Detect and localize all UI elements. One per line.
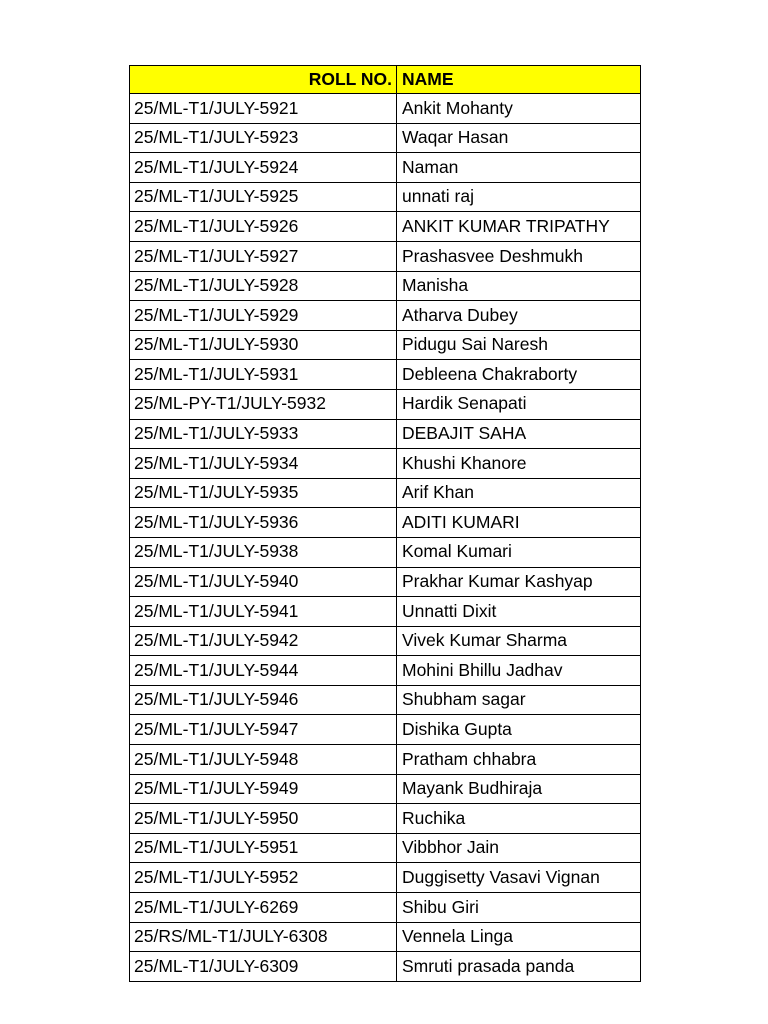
table-row (130, 863, 641, 893)
roll-number-cell: 25/ML-T1/JULY-5940 (130, 567, 397, 597)
table-row (130, 893, 641, 923)
student-name-cell: ADITI KUMARI (397, 508, 641, 538)
student-name-cell: Shubham sagar (397, 685, 641, 715)
column-header-roll-no: ROLL NO. (130, 66, 397, 94)
table-row (130, 241, 641, 271)
table-row (130, 537, 641, 567)
roll-number-cell: 25/ML-T1/JULY-5941 (130, 597, 397, 627)
header-row (130, 66, 641, 94)
table-row (130, 685, 641, 715)
student-name-cell: Pratham chhabra (397, 745, 641, 775)
table-row (130, 656, 641, 686)
student-name-cell: DEBAJIT SAHA (397, 419, 641, 449)
roll-number-cell: 25/ML-T1/JULY-5938 (130, 537, 397, 567)
roll-number-cell: 25/ML-T1/JULY-5929 (130, 301, 397, 331)
roll-number-cell: 25/ML-T1/JULY-5923 (130, 123, 397, 153)
student-name-cell: ANKIT KUMAR TRIPATHY (397, 212, 641, 242)
student-name-cell: Debleena Chakraborty (397, 360, 641, 390)
roll-number-cell: 25/ML-T1/JULY-5921 (130, 94, 397, 124)
roll-number-cell: 25/ML-T1/JULY-5927 (130, 241, 397, 271)
roll-number-cell: 25/ML-T1/JULY-5924 (130, 153, 397, 183)
table-row (130, 715, 641, 745)
table-row (130, 389, 641, 419)
student-name-cell: Vennela Linga (397, 922, 641, 952)
table-row (130, 774, 641, 804)
student-name-cell: Waqar Hasan (397, 123, 641, 153)
table-row (130, 153, 641, 183)
student-name-cell: Komal Kumari (397, 537, 641, 567)
student-name-cell: Atharva Dubey (397, 301, 641, 331)
roll-number-cell: 25/ML-T1/JULY-5946 (130, 685, 397, 715)
table-header (130, 66, 641, 94)
table-row (130, 449, 641, 479)
table-row (130, 833, 641, 863)
roll-number-cell: 25/ML-T1/JULY-6309 (130, 952, 397, 982)
student-name-cell: Duggisetty Vasavi Vignan (397, 863, 641, 893)
table-row (130, 330, 641, 360)
roll-number-cell: 25/ML-T1/JULY-5925 (130, 182, 397, 212)
roll-number-cell: 25/ML-T1/JULY-5934 (130, 449, 397, 479)
roll-number-cell: 25/ML-T1/JULY-5944 (130, 656, 397, 686)
student-name-cell: Ankit Mohanty (397, 94, 641, 124)
table-row (130, 419, 641, 449)
roll-number-cell: 25/ML-T1/JULY-5935 (130, 478, 397, 508)
student-name-cell: Smruti prasada panda (397, 952, 641, 982)
roll-number-cell: 25/ML-T1/JULY-5933 (130, 419, 397, 449)
roll-number-cell: 25/ML-T1/JULY-5936 (130, 508, 397, 538)
roll-number-cell: 25/ML-T1/JULY-5942 (130, 626, 397, 656)
table-row (130, 212, 641, 242)
student-name-cell: unnati raj (397, 182, 641, 212)
student-name-cell: Mohini Bhillu Jadhav (397, 656, 641, 686)
student-name-cell: Prakhar Kumar Kashyap (397, 567, 641, 597)
student-name-cell: Dishika Gupta (397, 715, 641, 745)
roll-number-cell: 25/ML-T1/JULY-6269 (130, 893, 397, 923)
roll-list-table (129, 65, 641, 982)
roll-number-cell: 25/ML-T1/JULY-5930 (130, 330, 397, 360)
table-row (130, 922, 641, 952)
roll-number-cell: 25/ML-T1/JULY-5952 (130, 863, 397, 893)
roll-number-cell: 25/ML-PY-T1/JULY-5932 (130, 389, 397, 419)
table-row (130, 301, 641, 331)
table-row (130, 952, 641, 982)
student-name-cell: Hardik Senapati (397, 389, 641, 419)
table-row (130, 360, 641, 390)
student-name-cell: Arif Khan (397, 478, 641, 508)
student-name-cell: Shibu Giri (397, 893, 641, 923)
student-name-cell: Mayank Budhiraja (397, 774, 641, 804)
roll-number-cell: 25/ML-T1/JULY-5951 (130, 833, 397, 863)
student-name-cell: Manisha (397, 271, 641, 301)
student-name-cell: Khushi Khanore (397, 449, 641, 479)
table-row (130, 94, 641, 124)
student-name-cell: Unnatti Dixit (397, 597, 641, 627)
student-name-cell: Ruchika (397, 804, 641, 834)
table-row (130, 182, 641, 212)
table-row (130, 478, 641, 508)
table-row (130, 626, 641, 656)
roll-number-cell: 25/ML-T1/JULY-5926 (130, 212, 397, 242)
roll-number-cell: 25/ML-T1/JULY-5931 (130, 360, 397, 390)
student-name-cell: Pidugu Sai Naresh (397, 330, 641, 360)
table-row (130, 508, 641, 538)
roll-number-cell: 25/ML-T1/JULY-5950 (130, 804, 397, 834)
table-row (130, 271, 641, 301)
student-name-cell: Naman (397, 153, 641, 183)
student-name-cell: Prashasvee Deshmukh (397, 241, 641, 271)
roll-number-cell: 25/RS/ML-T1/JULY-6308 (130, 922, 397, 952)
roll-number-cell: 25/ML-T1/JULY-5948 (130, 745, 397, 775)
column-header-name: NAME (397, 66, 641, 94)
student-name-cell: Vibbhor Jain (397, 833, 641, 863)
roll-number-cell: 25/ML-T1/JULY-5947 (130, 715, 397, 745)
table-row (130, 804, 641, 834)
student-name-cell: Vivek Kumar Sharma (397, 626, 641, 656)
table-row (130, 597, 641, 627)
roll-number-cell: 25/ML-T1/JULY-5928 (130, 271, 397, 301)
table-row (130, 745, 641, 775)
table-row (130, 567, 641, 597)
table-row (130, 123, 641, 153)
table-body (130, 94, 641, 982)
roll-number-cell: 25/ML-T1/JULY-5949 (130, 774, 397, 804)
